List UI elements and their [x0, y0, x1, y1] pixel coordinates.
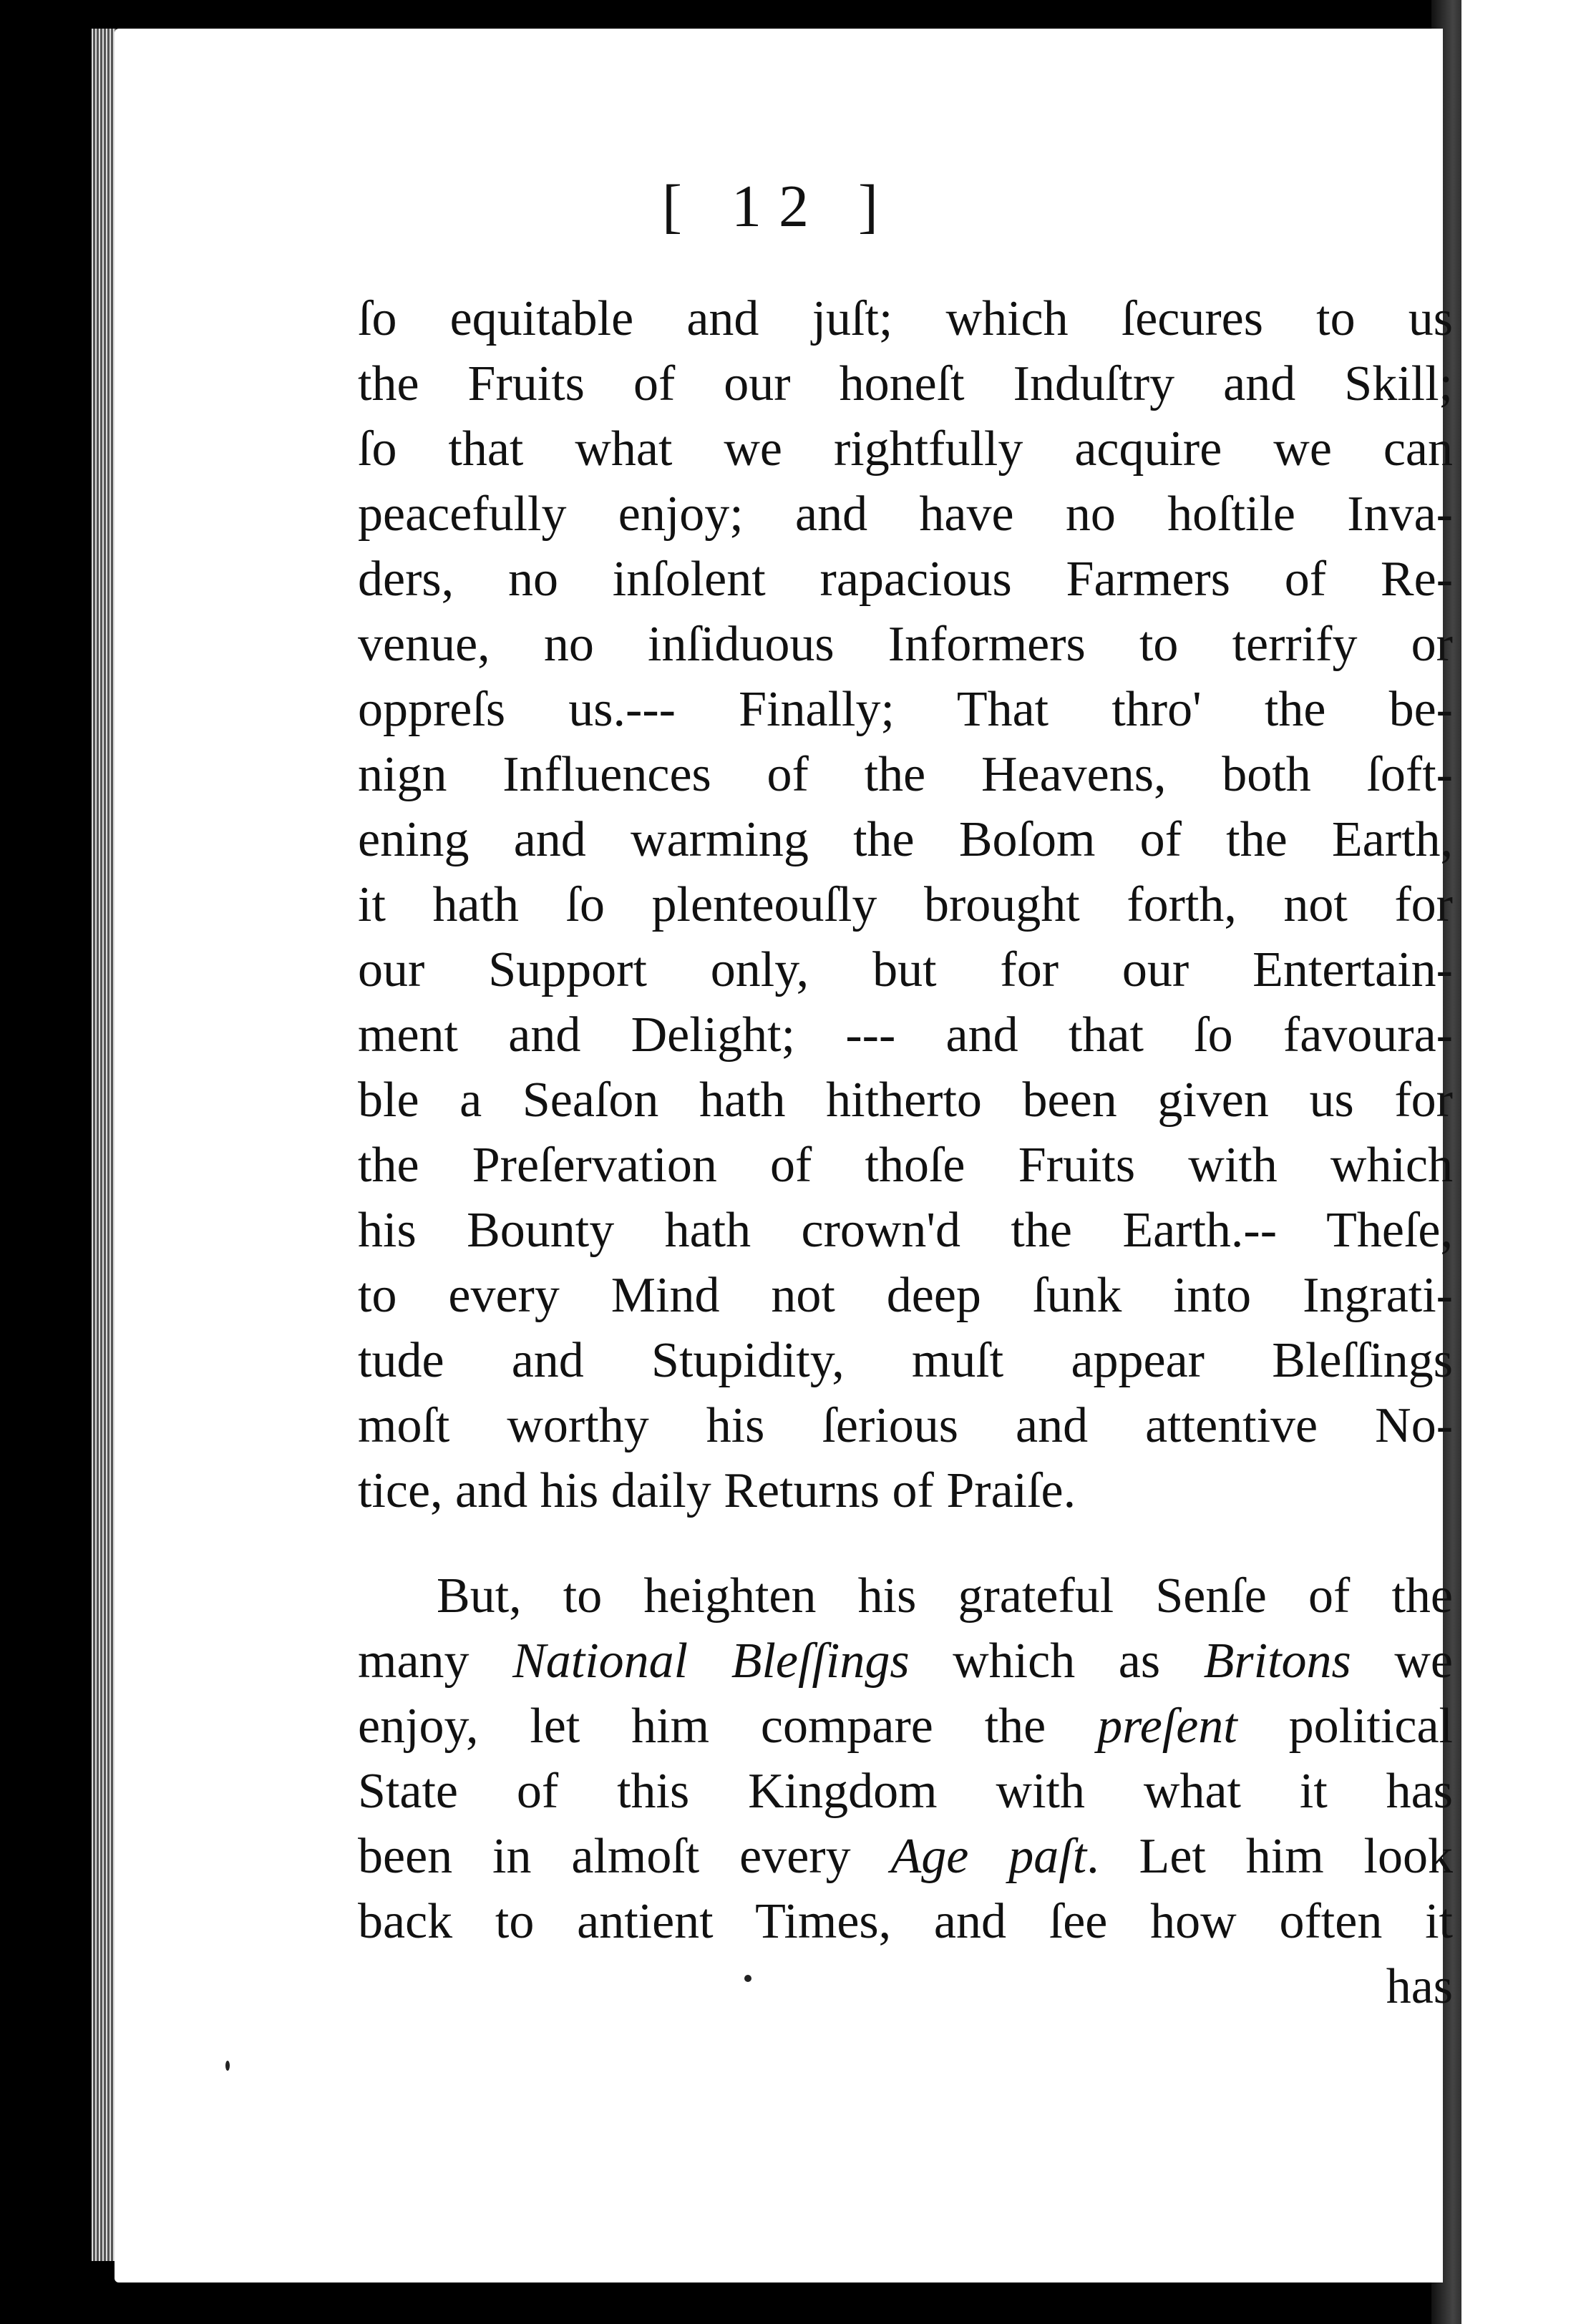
text-run: we: [1351, 1634, 1453, 1689]
text-line: [358, 1824, 1453, 1889]
text-run: enjoy, let him compare the: [358, 1699, 1098, 1754]
facing-page-edge: [1461, 0, 1586, 2324]
text-run: political: [1237, 1699, 1453, 1754]
text-line: his Bounty hath crown'd the Earth.-- Theſe,: [358, 1203, 1453, 1258]
italic-run: Britons: [1203, 1634, 1351, 1689]
text-run: which as: [909, 1634, 1204, 1689]
page-edges: [92, 29, 116, 2261]
text-run: many: [358, 1634, 513, 1689]
text-line: the Fruits of our honeſt Induſtry and Skill;: [358, 356, 1453, 411]
text-line: ble a Seaſon hath hitherto been given us for: [358, 1073, 1453, 1128]
text-line: ſo equitable and juſt; which ſecures to us: [358, 291, 1453, 346]
text-line: State of this Kingdom with what it has: [358, 1764, 1453, 1819]
text-line: ſo that what we rightfully acquire we can: [358, 421, 1453, 477]
paragraph-1: [358, 286, 1453, 1523]
text-line: [358, 1629, 1453, 1694]
catchword: has: [1386, 1959, 1453, 2014]
text-line: it hath ſo plenteouſly brought forth, not for: [358, 877, 1453, 932]
text-line: tice, and his daily Returns of Praiſe.: [358, 1463, 1076, 1518]
ink-speck: [225, 2061, 230, 2071]
text-line: our Support only, but for our Entertain-: [358, 942, 1453, 997]
text-line: ment and Delight; --- and that ſo favoura-: [358, 1007, 1453, 1063]
text-line: But, to heighten his grateful Senſe of the: [437, 1568, 1453, 1624]
italic-run: preſent: [1097, 1699, 1237, 1754]
text-line: [358, 1694, 1453, 1759]
text-line: tude and Stupidity, muſt appear Bleſſings: [358, 1333, 1453, 1388]
paragraph-2: [358, 1563, 1453, 2019]
text-line: the Preſervation of thoſe Fruits with which: [358, 1138, 1453, 1193]
text-line: ders, no inſolent rapacious Farmers of Re-: [358, 552, 1453, 607]
text-line: nign Influences of the Heavens, both ſoft-: [358, 747, 1453, 802]
italic-run: Age paſt: [890, 1829, 1087, 1884]
text-run: been in almoſt every: [358, 1829, 891, 1884]
page-number: [ 12 ]: [662, 173, 895, 240]
text-line: peacefully enjoy; and have no hoſtile Inva-: [358, 487, 1453, 542]
book-page: [115, 29, 1453, 2282]
text-line: venue, no inſiduous Informers to terrify or: [358, 617, 1453, 672]
italic-run: National Bleſſings: [512, 1634, 910, 1689]
text-line: ening and warming the Boſom of the Earth,: [358, 812, 1453, 867]
text-line: back to antient Times, and ſee how often it: [358, 1894, 1453, 1949]
text-line: oppreſs us.--- Finally; That thro' the be-: [358, 682, 1453, 737]
text-line: moſt worthy his ſerious and attentive No-: [358, 1398, 1453, 1453]
text-line: to every Mind not deep ſunk into Ingrati-: [358, 1268, 1453, 1323]
ink-speck: [744, 1975, 751, 1982]
text-run: . Let him look: [1086, 1829, 1453, 1884]
